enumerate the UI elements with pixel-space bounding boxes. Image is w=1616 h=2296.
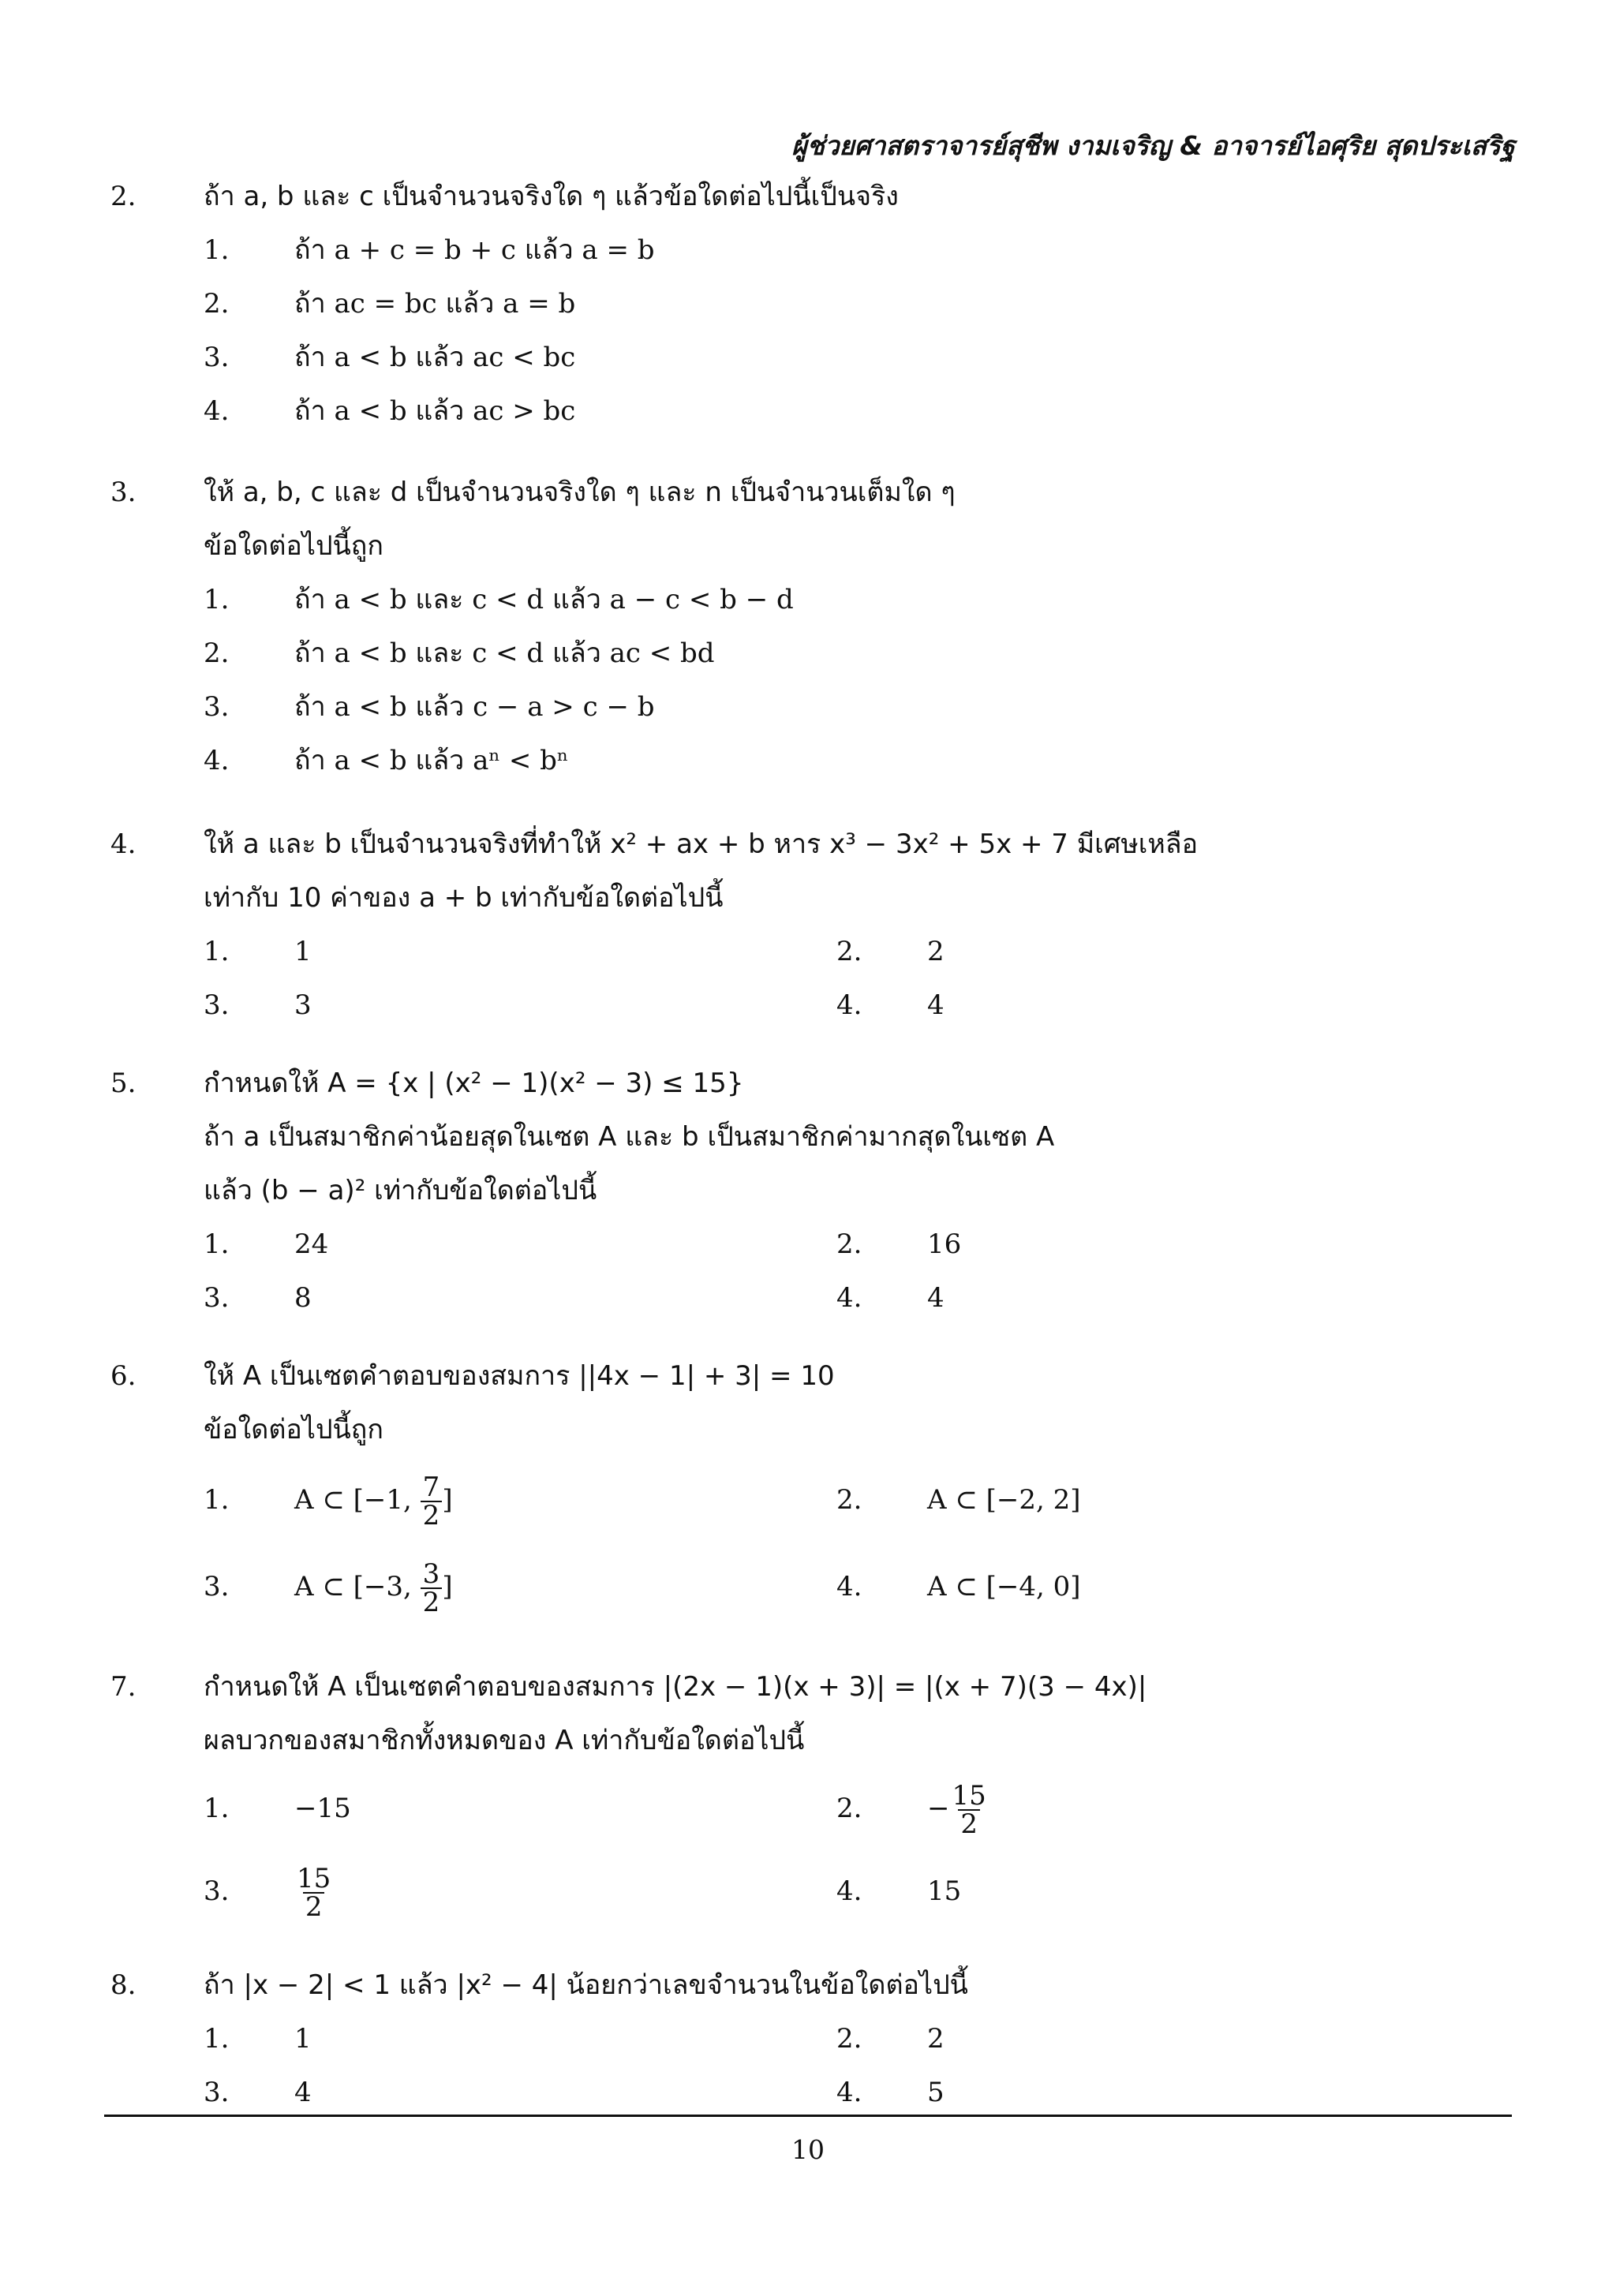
option-text-before: A ⊂ [−1, bbox=[294, 1484, 421, 1516]
option-1[interactable]: 1. ถ้า a + c = b + c แล้ว a = b bbox=[204, 234, 655, 266]
page-number: 10 bbox=[791, 2134, 825, 2165]
question-number: 4. bbox=[110, 828, 137, 860]
option-3[interactable]: 3. ถ้า a < b แล้ว ac < bc bbox=[204, 342, 576, 373]
question-stem-line-2: ข้อใดต่อไปนี้ถูก bbox=[204, 530, 383, 562]
option-1[interactable]: 1. ถ้า a < b และ c < d แล้ว a − c < b − d bbox=[204, 584, 794, 615]
option-2[interactable]: 2. ถ้า ac = bc แล้ว a = b bbox=[204, 288, 576, 320]
question-stem-line-2: ถ้า a เป็นสมาชิกค่าน้อยสุดในเซต A และ b เป็นสมาชิกค่ามากสุดในเซต A bbox=[204, 1121, 1055, 1153]
fraction: $\frac{7}{2}$ bbox=[421, 1474, 443, 1529]
question-stem-line-3: แล้ว (b − a)² เท่ากับข้อใดต่อไปนี้ bbox=[204, 1175, 597, 1206]
question-stem: ให้ A เป็นเซตคำตอบของสมการ ||4x − 1| + 3| = 10 bbox=[204, 1360, 835, 1392]
option-4[interactable]: 4. ถ้า a < b แล้ว ac > bc bbox=[204, 395, 576, 427]
question-number: 8. bbox=[110, 1969, 137, 2001]
question-stem: กำหนดให้ A = {x | (x² − 1)(x² − 3) ≤ 15} bbox=[204, 1068, 744, 1099]
question-stem: ให้ a, b, c และ d เป็นจำนวนจริงใด ๆ และ n เป็นจำนวนเต็มใด ๆ bbox=[204, 477, 956, 508]
exam-page: ผู้ช่วยศาสตราจารย์สุชีพ งามเจริญ & อาจารย์ไอศุริย สุดประเสริฐ 2. ถ้า a, b และ c เป็นจำนวนจริงใด ๆ แล้วข้อใดต่อไปนี้เป็นจริง 1. ถ้า a + c = b + c แล้ว a = b 2. ถ้า ac = bc แล้ว a = b 3. ถ้า a < b แล้ว ac < bc 4. ถ้า a < b แล้ว ac > bc 3. ให้ a, b, c และ d เป็นจำนวนจริงใด ๆ และ n เป็นจำนวนเต็มใด ๆ ข้อใดต่อไปนี้ถูก 1. ถ้า a < b และ c < d แล้ว a − c < b − d 2. ถ้า a < b และ c < d แล้ว ac < bd 3. ถ้า a < b แล้ว c − a > c − b 4. ถ้า a < b แล้ว aⁿ < bⁿ 4. ให้ a และ b เป็นจำนวนจริงที่ทำให้ x² + ax + b หาร x³ − 3x² + 5x + 7 มีเศษเหลือ เท่ากับ 10 ค่าของ a + b เท่ากับข้อใดต่อไปนี้ 1. 1 2. 2 3. 3 4. 4 5. กำหนดให้ A = {x | (x² − 1)(x² − 3) ≤ 15} ถ้า a เป็นสมาชิกค่าน้อยสุดในเซต A และ b เป็นสมาชิกค่ามากสุดในเซต A แล้ว (b − a)² เท่ากับข้อใดต่อไปนี้ 1. 24 2. 16 3. 8 4. 4 6. ให้ A เป็นเซตคำตอบของสมการ ||4x − 1| + 3| = 10 ข้อใดต่อไปนี้ถูก 1. A ⊂ [−1, $\frac{7}{2}$ ] 2. A ⊂ [−2, 2] 3. A ⊂ [−3, $\frac{3}{2}$ ] 4. A ⊂ [−4, 0] 7. กำหนดให้ A เป็นเซตคำตอบของสมการ |(2x − 1)(x + 3)| = |(x + 7)(3 − 4x)| ผลบวกของสมาชิกทั้งหมดของ A เท่ากับข้อใดต่อไปนี้ 1. −15 2. − $\frac{15}{2}$ 3. $\frac{15}{2}$ 4. 15 8. ถ้า |x − 2| < 1 แล้ว |x² − 4| น้อยกว่าเลขจำนวนในข้อใดต่อไปนี้ 1. 1 2. 2 3. 4 4. 5 10 bbox=[0, 0, 1616, 2296]
question-stem: ถ้า a, b และ c เป็นจำนวนจริงใด ๆ แล้วข้อใดต่อไปนี้เป็นจริง bbox=[204, 181, 899, 212]
question-stem-line-2: เท่ากับ 10 ค่าของ a + b เท่ากับข้อใดต่อไปนี้ bbox=[204, 882, 724, 914]
fraction: $\frac{3}{2}$ bbox=[421, 1561, 443, 1616]
question-number: 7. bbox=[110, 1671, 137, 1703]
option-text-before: − bbox=[927, 1793, 950, 1824]
question-number: 6. bbox=[110, 1360, 137, 1392]
option-text-after: ] bbox=[442, 1484, 453, 1516]
option-text-after: ] bbox=[442, 1571, 453, 1602]
question-stem-line-2: ข้อใดต่อไปนี้ถูก bbox=[204, 1414, 383, 1445]
fraction: $\frac{15}{2}$ bbox=[297, 1863, 331, 1923]
question-stem-line-2: ผลบวกของสมาชิกทั้งหมดของ A เท่ากับข้อใดต่อไปนี้ bbox=[204, 1725, 805, 1756]
option-2[interactable]: 2. ถ้า a < b และ c < d แล้ว ac < bd bbox=[204, 638, 715, 669]
option-3[interactable]: 3. ถ้า a < b แล้ว c − a > c − b bbox=[204, 691, 655, 723]
question-stem: ให้ a และ b เป็นจำนวนจริงที่ทำให้ x² + ax + b หาร x³ − 3x² + 5x + 7 มีเศษเหลือ bbox=[204, 828, 1199, 860]
question-number: 2. bbox=[110, 181, 137, 212]
question-stem: กำหนดให้ A เป็นเซตคำตอบของสมการ |(2x − 1)(x + 3)| = |(x + 7)(3 − 4x)| bbox=[204, 1671, 1147, 1703]
fraction: $\frac{15}{2}$ bbox=[952, 1780, 986, 1840]
question-stem: ถ้า |x − 2| < 1 แล้ว |x² − 4| น้อยกว่าเลขจำนวนในข้อใดต่อไปนี้ bbox=[204, 1969, 968, 2001]
question-number: 5. bbox=[110, 1068, 137, 1099]
option-text-before: A ⊂ [−3, bbox=[294, 1571, 421, 1602]
option-4[interactable]: 4. ถ้า a < b แล้ว aⁿ < bⁿ bbox=[204, 745, 569, 776]
footer-divider bbox=[104, 2115, 1512, 2117]
author-header: ผู้ช่วยศาสตราจารย์สุชีพ งามเจริญ & อาจารย์ไอศุริย สุดประเสริฐ bbox=[791, 130, 1515, 161]
question-number: 3. bbox=[110, 477, 137, 508]
